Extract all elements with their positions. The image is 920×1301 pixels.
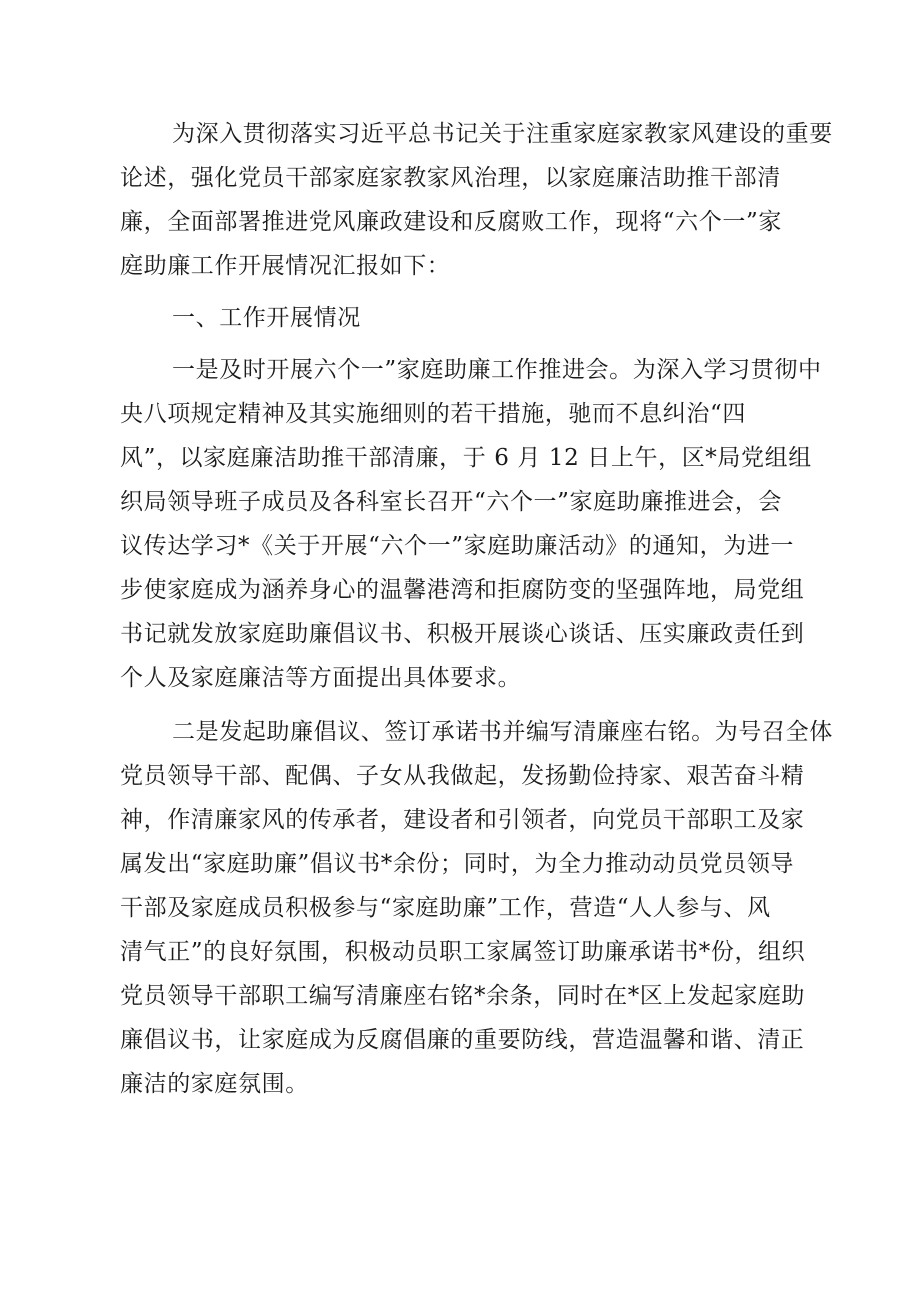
text-line: 议传达学习*《关于开展“六个一”家庭助廉活动》的通知，为进一 (120, 533, 795, 559)
text-line: 书记就发放家庭助廉倡议书、积极开展谈心谈话、压实廉政责任到 (120, 621, 805, 647)
text-line: 廉洁的家庭氛围。 (120, 1071, 309, 1097)
text-line: 为深入贯彻落实习近平总书记关于注重家庭家教家风建设的重要 (172, 121, 833, 147)
text-line: 党员领导干部职工编写清廉座右铭*余条，同时在*区上发起家庭助 (120, 983, 805, 1009)
heading-text: 一、工作开展情况 (172, 305, 361, 331)
text-line: 央八项规定精神及其实施细则的若干措施，驰而不息纠治“四 (120, 401, 746, 427)
text-line: 步使家庭成为涵养身心的温馨港湾和拒腐防变的坚强阵地，局党组 (120, 577, 805, 603)
text-line: 廉，全面部署推进党风廉政建设和反腐败工作，现将“六个一”家 (120, 209, 782, 235)
text-line: 神，作清廉家风的传承者，建设者和引领者，向党员干部职工及家 (120, 807, 805, 833)
text-line: 属发出“家庭助廉”倡议书*余份；同时，为全力推动动员党员领导 (120, 851, 795, 877)
text-line: 党员领导干部、配偶、子女从我做起，发扬勤俭持家、艰苦奋斗精 (120, 763, 805, 789)
body-paragraph-2 (120, 710, 833, 1106)
text-line: 廉倡议书，让家庭成为反腐倡廉的重要防线，营造温馨和谐、清正 (120, 1027, 805, 1053)
text-line: 织局领导班子成员及各科室长召开“六个一”家庭助廉推进会，会 (120, 489, 782, 515)
body-paragraph-1 (120, 348, 822, 700)
text-line: 庭助廉工作开展情况汇报如下： (120, 253, 451, 279)
section-heading (120, 296, 800, 340)
text-line: 清气正”的良好氛围，积极动员职工家属签订助廉承诺书*份，组织 (120, 939, 806, 965)
text-line: 二是发起助廉倡议、签订承诺书并编写清廉座右铭。为号召全体 (172, 719, 833, 745)
intro-paragraph (120, 112, 833, 288)
document-body (120, 112, 833, 1106)
text-line: 干部及家庭成员积极参与“家庭助廉”工作，营造“人人参与、风 (120, 895, 771, 921)
text-line: 论述，强化党员干部家庭家教家风治理，以家庭廉洁助推干部清 (120, 165, 781, 191)
text-line: 个人及家庭廉洁等方面提出具体要求。 (120, 665, 522, 691)
text-line: 一是及时开展六个一”家庭助廉工作推进会。为深入学习贯彻中 (172, 357, 822, 383)
text-line: 风”，以家庭廉洁助推干部清廉，于 6 月 12 日上午，区*局党组组 (120, 445, 812, 471)
